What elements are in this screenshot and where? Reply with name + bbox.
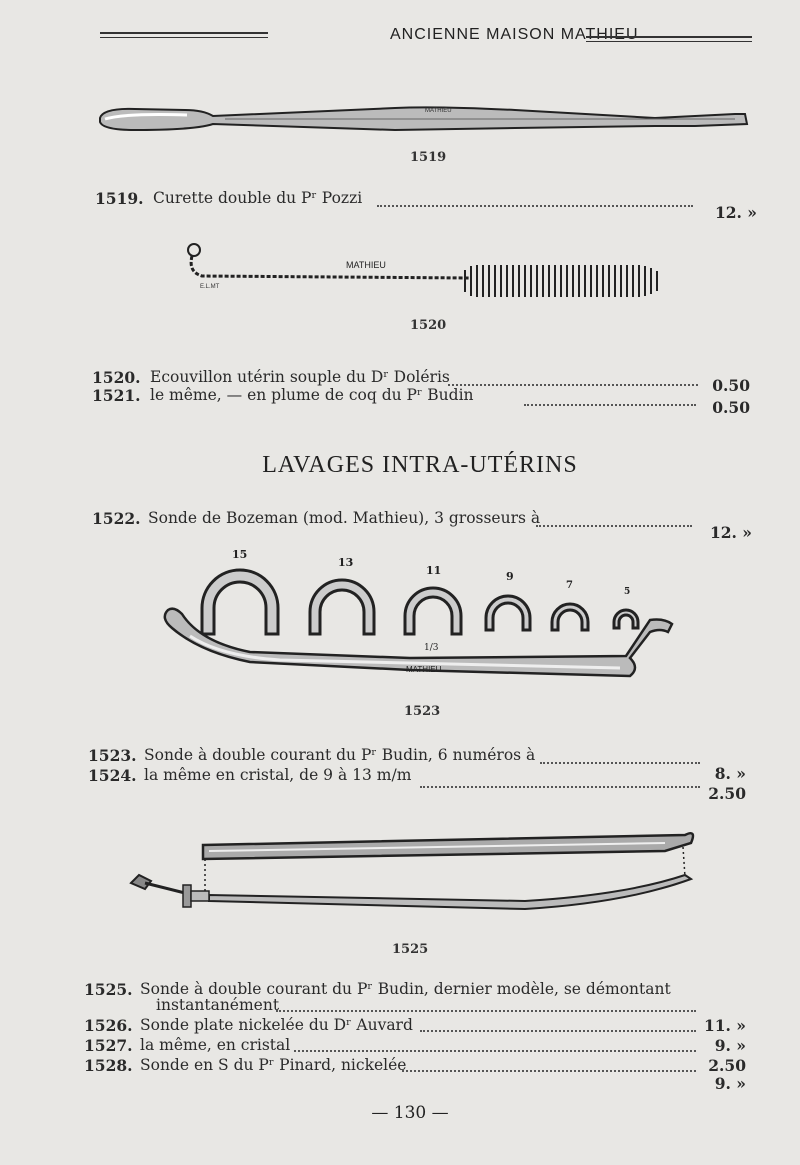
brush-mark: MATHIEU [346, 260, 386, 270]
page-header [100, 24, 752, 50]
curette-mark: MATHIEU [425, 108, 452, 114]
size-label-11: 11 [426, 564, 442, 577]
size-label-9: 9 [506, 570, 514, 583]
size-label-15: 15 [232, 548, 248, 561]
entry-1521 [92, 386, 762, 417]
size-label-5: 5 [624, 587, 631, 597]
sound-mark: MATHIEU [406, 665, 442, 674]
dot-leader [420, 1030, 696, 1032]
entry-text: le même, — en plume de coq du Pʳ Budin [150, 386, 474, 404]
entry-price: 2.50 [708, 784, 746, 803]
sound-budin-illustration [160, 548, 680, 698]
entry-number: 1527. [84, 1036, 133, 1055]
figure-caption-1519: 1519 [410, 150, 447, 165]
entry-number: 1526. [84, 1016, 133, 1035]
dot-leader [420, 786, 700, 788]
entry-number: 1519. [95, 189, 144, 208]
dot-leader [294, 1050, 696, 1052]
entry-text: Curette double du Pʳ Pozzi [153, 189, 363, 207]
entry-price: 0.50 [712, 398, 750, 417]
header-title: ANCIENNE MAISON MATHIEU [390, 26, 639, 43]
entry-price: 2.50 [708, 1056, 746, 1075]
header-rule-right [586, 36, 752, 38]
entry-text: Sonde plate nickelée du Dʳ Auvard [140, 1016, 413, 1034]
size-label-7: 7 [566, 580, 573, 591]
entry-number: 1523. [88, 746, 137, 765]
size-label-13: 13 [338, 556, 354, 569]
entry-1524 [88, 766, 758, 803]
dot-leader [524, 404, 696, 406]
entry-text: la même, en cristal [140, 1036, 291, 1054]
entry-price: 0.50 [712, 376, 750, 395]
entry-number: 1524. [88, 766, 137, 785]
entry-number: 1521. [92, 386, 141, 405]
entry-text-continued: instantanément [156, 996, 280, 1014]
dot-leader [402, 1070, 696, 1072]
entry-price: 12. » [709, 523, 752, 542]
entry-text: Ecouvillon utérin souple du Dʳ Doléris [150, 368, 450, 386]
entry-price: 11. » [703, 1016, 746, 1035]
entry-price: 12. » [714, 203, 757, 222]
scale-label: 1/3 [424, 643, 439, 653]
header-rule-right-thin [586, 41, 752, 42]
header-rule-left-thin [100, 37, 268, 38]
section-title: LAVAGES INTRA-UTÉRINS [262, 452, 578, 478]
entry-text: Sonde à double courant du Pʳ Budin, 6 numéros à [144, 746, 536, 764]
entry-number: 1525. [84, 980, 133, 999]
entry-1522 [92, 509, 760, 542]
figure-caption-1520: 1520 [410, 318, 447, 333]
entry-price-overflow [84, 1074, 760, 1094]
entry-text: Sonde en S du Pʳ Pinard, nickelée [140, 1056, 407, 1074]
entry-text: la même en cristal, de 9 à 13 m/m [144, 766, 412, 784]
entry-1525 [84, 980, 760, 1020]
entry-text: Sonde à double courant du Pʳ Budin, dernier modèle, se démontant [140, 980, 671, 998]
entry-1527 [84, 1036, 760, 1056]
figure-caption-1525: 1525 [392, 942, 429, 957]
entry-1526 [84, 1016, 760, 1036]
entry-number: 1522. [92, 509, 141, 528]
dot-leader [276, 1010, 696, 1012]
entry-price: 8. » [714, 764, 746, 783]
sound-double-current-illustration [125, 825, 705, 925]
brush-illustration [180, 238, 670, 303]
curette-illustration [95, 100, 755, 140]
dot-leader [536, 525, 692, 527]
dot-leader [540, 762, 700, 764]
entry-1528 [84, 1056, 760, 1076]
dot-leader [377, 205, 693, 207]
entry-price: 9. » [714, 1074, 746, 1093]
header-rule-left [100, 32, 268, 34]
entry-price: 9. » [714, 1036, 746, 1055]
entry-number: 1528. [84, 1056, 133, 1075]
figure-caption-1523: 1523 [404, 704, 441, 719]
brush-stamp: E.L.MT [200, 284, 220, 290]
page-number: — 130 — [371, 1103, 449, 1123]
entry-number: 1520. [92, 368, 141, 387]
entry-1519 [95, 189, 757, 222]
entry-text: Sonde de Bozeman (mod. Mathieu), 3 grosseurs à [148, 509, 541, 527]
